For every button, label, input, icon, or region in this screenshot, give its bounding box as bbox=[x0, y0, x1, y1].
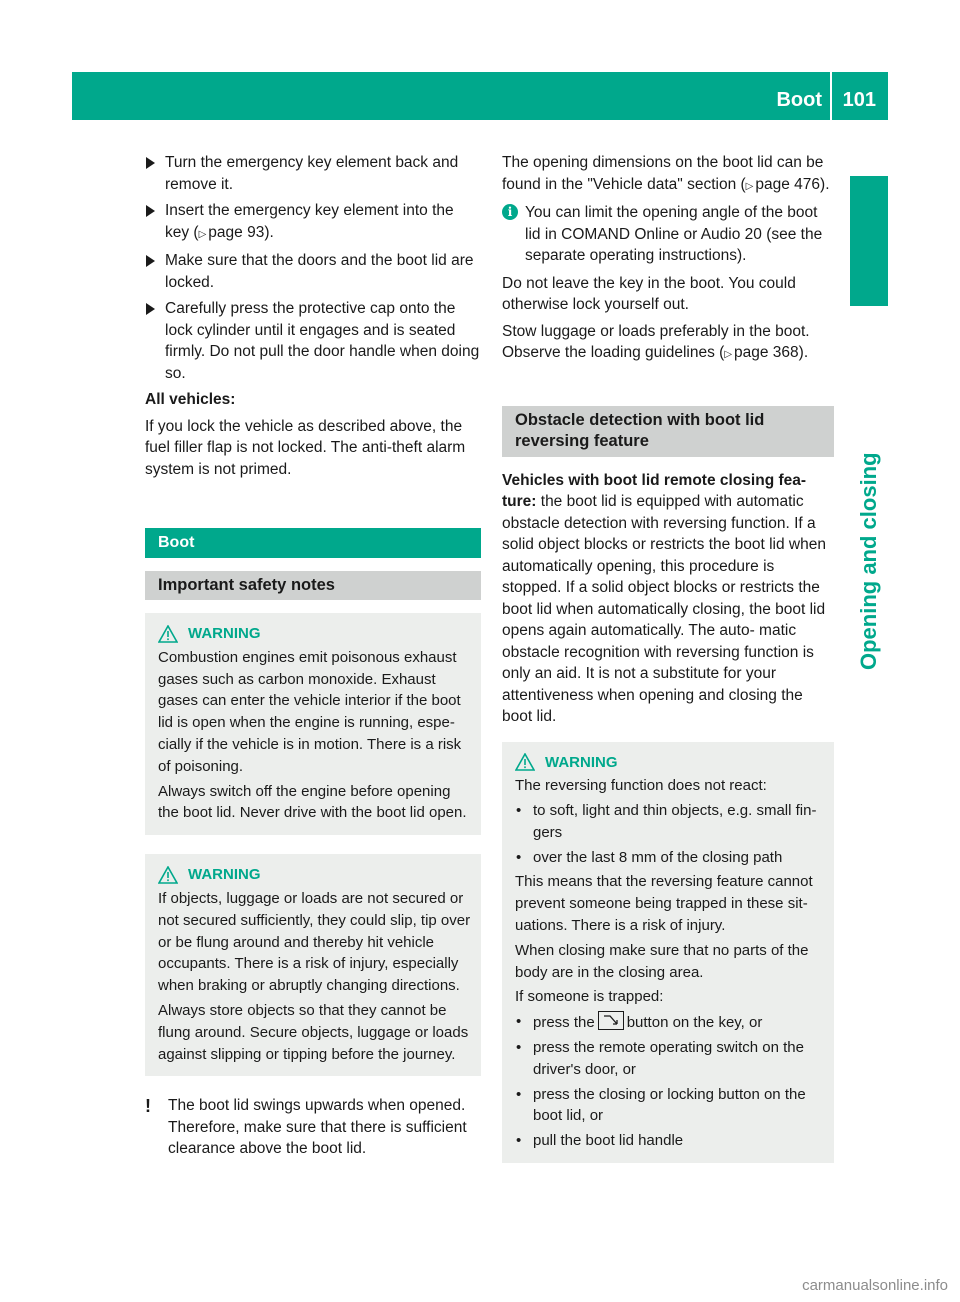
warning-header bbox=[515, 752, 827, 774]
warning-text: Combustion engines emit poisonous exhaust gases such as carbon monoxide. Exhaust gases can enter the vehicle interior if the boot lid is open when the engine is running, espe- cially if the vehicle is in motion. There is a risk of poisoning. bbox=[158, 648, 462, 775]
step-item: Make sure that the doors and the boot lid are locked. bbox=[145, 250, 481, 293]
header-bar bbox=[72, 72, 888, 120]
page-reference[interactable]: ▷ page 476 bbox=[746, 176, 820, 193]
header-divider bbox=[830, 72, 832, 120]
chapter-label: Opening and closing bbox=[856, 452, 881, 670]
warning-header bbox=[158, 864, 474, 886]
info-note bbox=[502, 202, 834, 267]
warning-text: Always switch off the engine before opening the boot lid. Never drive with the boot lid open. bbox=[158, 782, 467, 822]
warning-box-reversing bbox=[502, 742, 834, 1164]
page-reference[interactable]: ▷ page 93 bbox=[199, 224, 265, 241]
side-tab bbox=[850, 176, 888, 306]
warning-label: WARNING bbox=[188, 625, 261, 642]
remote-closing-text: Vehicles with boot lid remote closing fea- ture: the boot lid is equipped with automatic obstacle detection with reversing function. If a solid object blocks or restricts the boot lid when automatically opening, this procedure is stopped. If a solid object blocks or restricts the boot lid when automatically closing, the boot lid opens again automatically. The auto- matic obstacle recognition with reversing function is only an aid. It is not a substitute for your attentiveness when opening and closing the boot lid. bbox=[502, 471, 826, 725]
warning-text: If someone is trapped: bbox=[515, 988, 664, 1006]
all-vehicles-label: All vehicles: bbox=[145, 391, 236, 408]
section-title: Boot bbox=[145, 528, 481, 558]
dimensions-text: The opening dimensions on the boot lid can be found in the "Vehicle data" section (▷ page 476). bbox=[502, 152, 834, 197]
note-text: The boot lid swings upwards when opened. Therefore, make sure that there is sufficient clearance above the boot lid. bbox=[168, 1097, 467, 1158]
list-item: • over the last 8 mm of the closing path bbox=[515, 847, 827, 869]
left-column bbox=[145, 152, 481, 1160]
right-column bbox=[502, 152, 834, 1182]
warning-text: This means that the reversing feature cannot prevent someone being trapped in these sit- uations. There is a risk of injury. bbox=[515, 873, 813, 935]
all-vehicles-text: If you lock the vehicle as described above, the fuel filler flap is not locked. The anti-theft alarm system is not primed. bbox=[145, 417, 466, 478]
warning-text: The reversing function does not react: bbox=[515, 777, 767, 795]
list-item: • press the closing or locking button on the boot lid, or bbox=[515, 1084, 827, 1128]
note-clearance bbox=[145, 1095, 481, 1160]
page-number: 101 bbox=[842, 89, 876, 111]
warning-triangle-icon bbox=[515, 753, 535, 771]
boot-lid-key-icon bbox=[598, 1011, 624, 1030]
list-item: • press the button on the key, or bbox=[515, 1011, 827, 1034]
warning-box-luggage bbox=[145, 854, 481, 1076]
watermark: carmanualsonline.info bbox=[802, 1276, 948, 1294]
list-item: • pull the boot lid handle bbox=[515, 1130, 827, 1152]
step-item: Turn the emergency key element back and remove it. bbox=[145, 152, 481, 195]
warning-triangle-icon bbox=[158, 625, 178, 643]
exclamation-icon: ! bbox=[145, 1096, 151, 1117]
info-icon: i bbox=[502, 204, 518, 220]
subsection-title: Important safety notes bbox=[145, 571, 481, 601]
key-warning-text: Do not leave the key in the boot. You could otherwise lock yourself out. bbox=[502, 274, 796, 313]
warning-box-exhaust bbox=[145, 613, 481, 835]
warning-label: WARNING bbox=[188, 866, 261, 884]
page-reference[interactable]: ▷ page 368 bbox=[724, 344, 798, 361]
info-text: You can limit the opening angle of the boot lid in COMAND Online or Audio 20 (see the separate operating instructions). bbox=[525, 204, 823, 264]
warning-triangle-icon bbox=[158, 866, 178, 884]
warning-text: When closing make sure that no parts of the body are in the closing area. bbox=[515, 941, 809, 981]
list-item: • press the remote operating switch on the driver's door, or bbox=[515, 1037, 827, 1081]
warning-label: WARNING bbox=[545, 753, 618, 771]
list-item: • to soft, light and thin objects, e.g. small fin- gers bbox=[515, 800, 827, 844]
step-item: Insert the emergency key element into the key (▷ page 93). bbox=[145, 200, 481, 245]
subsection-title: Obstacle detection with boot lid reversing feature bbox=[502, 406, 834, 457]
stow-text: Stow luggage or loads preferably in the boot. Observe the loading guidelines (▷ page 368). bbox=[502, 321, 834, 366]
step-item: Carefully press the protective cap onto the lock cylinder until it engages and is seated firmly. Do not pull the door handle when doing so. bbox=[145, 298, 481, 384]
warning-header bbox=[158, 623, 474, 645]
warning-text: If objects, luggage or loads are not secured or not secured sufficiently, they could slip, tip over or be flung around and thereby hit vehicle occupants. There is a risk of injury, especially when braking or abruptly changing directions. bbox=[158, 889, 471, 995]
warning-text: Always store objects so that they cannot be flung around. Secure objects, luggage or loads against slipping or tipping before the journey. bbox=[158, 1001, 469, 1063]
page-title: Boot bbox=[776, 89, 822, 111]
